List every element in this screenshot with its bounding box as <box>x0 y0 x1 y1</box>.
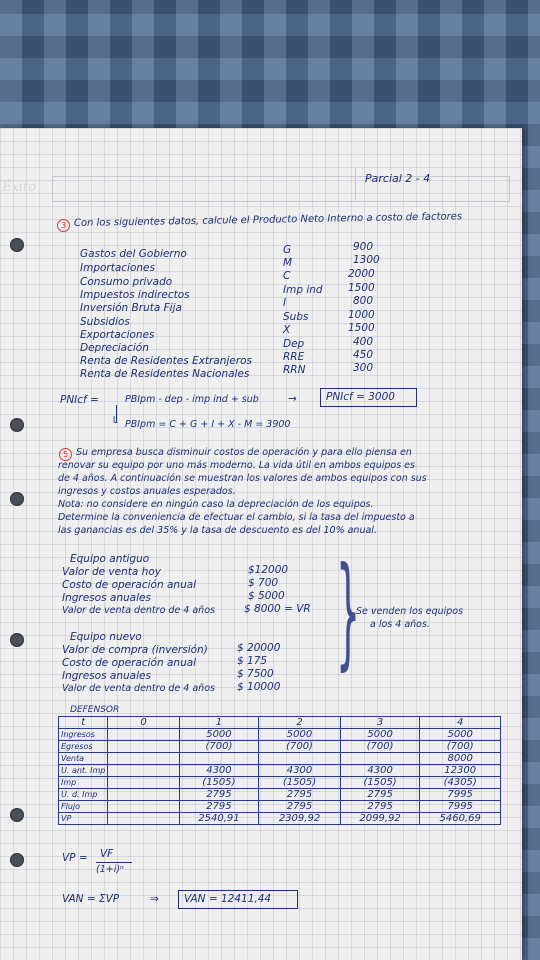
header-divider <box>355 168 356 200</box>
item-value: 1000 <box>348 309 375 321</box>
header-cell: 1 <box>179 717 259 729</box>
table-cell: 5000 <box>340 729 420 741</box>
table-cell: (700) <box>259 741 341 753</box>
table-caption: DEFENSOR <box>70 705 120 715</box>
new-label: Ingresos anuales <box>62 670 151 682</box>
item-label: Renta de Residentes Extranjeros <box>80 355 253 367</box>
header-cell: 4 <box>420 717 501 729</box>
item-label: Gastos del Gobierno <box>80 248 187 260</box>
table-cell: (700) <box>340 741 420 753</box>
item-value: 900 <box>353 241 374 253</box>
binder-hole <box>10 492 24 506</box>
table-cell: 7995 <box>420 801 501 813</box>
problem-statement: Con los siguientes datos, calcule el Producto Neto Interno a costo de factores <box>73 211 463 229</box>
result-value: PNIcf = 3000 <box>326 391 395 403</box>
new-value: $ 20000 <box>237 642 281 654</box>
table-cell: 2795 <box>259 801 341 813</box>
header-cell: 3 <box>340 717 420 729</box>
old-label: Valor de venta hoy <box>62 566 161 578</box>
text-line: Determine la conveniencia de efectuar el cambio, si la tasa del impuesto a <box>58 512 415 523</box>
text-line: de 4 años. A continuación se muestran los valores de ambos equipos con sus <box>58 473 427 484</box>
table-cell <box>108 801 179 813</box>
table-cell: 4300 <box>340 765 420 777</box>
item-code: Dep <box>283 338 305 350</box>
table-row <box>59 765 501 777</box>
table-cell <box>259 753 341 765</box>
item-code: I <box>283 297 287 309</box>
formula-pbi: PBIpm = C + G + I + X - M = 3900 <box>125 419 291 430</box>
table-row <box>59 729 501 741</box>
table-cell: (700) <box>179 741 259 753</box>
binder-hole <box>10 238 24 252</box>
old-label: Valor de venta dentro de 4 años <box>62 605 215 616</box>
table-cell: (1505) <box>259 777 341 789</box>
header-cell: 2 <box>259 717 341 729</box>
table-cell <box>179 753 259 765</box>
page-header-box <box>52 176 510 202</box>
table-cell: 5000 <box>179 729 259 741</box>
van-result: VAN = 12411,44 <box>184 893 272 905</box>
table-row <box>59 777 501 789</box>
item-code: X <box>283 324 291 336</box>
row-label: U. d. Imp <box>59 789 108 801</box>
item-value: 1300 <box>353 254 380 266</box>
vp-numerator: VF <box>100 848 114 860</box>
vp-label: VP = <box>62 852 88 864</box>
table-cell: 2795 <box>179 801 259 813</box>
row-label: Egresos <box>59 741 108 753</box>
item-label: Consumo privado <box>80 276 173 288</box>
bracket-corner-icon: └ <box>111 417 118 429</box>
side-note-line: Se venden los equipos <box>356 606 464 617</box>
new-value: $ 10000 <box>237 681 281 693</box>
item-code: RRN <box>283 364 306 376</box>
binder-hole <box>10 633 24 647</box>
new-label: Valor de venta dentro de 4 años <box>62 683 215 694</box>
row-label: U. ant. Imp <box>59 765 108 777</box>
table-cell: (1505) <box>179 777 259 789</box>
table-cell: (700) <box>420 741 501 753</box>
item-label: Importaciones <box>80 262 155 274</box>
item-value: 800 <box>353 295 374 307</box>
table-header-row <box>59 717 501 729</box>
item-code: RRE <box>283 351 305 363</box>
new-value: $ 175 <box>237 655 268 667</box>
text-line: ingresos y costos anuales esperados. <box>58 486 236 497</box>
item-code: M <box>283 257 293 269</box>
table-row <box>59 741 501 753</box>
text-line: Su empresa busca disminuir costos de operación y para ello piensa en <box>76 447 412 458</box>
item-value: 400 <box>353 336 374 348</box>
formula-lhs: PNIcf = <box>60 394 99 406</box>
item-value: 1500 <box>348 282 375 294</box>
table-cell: 5460,69 <box>420 813 501 825</box>
table-cell: 2795 <box>340 789 420 801</box>
vp-denominator: (1+i)ⁿ <box>96 864 124 875</box>
side-note-line: a los 4 años. <box>370 619 430 630</box>
arrow-icon: → <box>288 393 297 405</box>
new-label: Valor de compra (inversión) <box>62 644 208 656</box>
table-row <box>59 813 501 825</box>
table-cell: 5000 <box>259 729 341 741</box>
row-label: Flujo <box>59 801 108 813</box>
row-label: Venta <box>59 753 108 765</box>
table-row <box>59 753 501 765</box>
notebook-page <box>0 128 522 960</box>
binder-hole <box>10 853 24 867</box>
item-value: 2000 <box>348 268 375 280</box>
problem-number: 3 <box>57 219 70 232</box>
item-code: Subs <box>283 311 309 323</box>
item-value: 1500 <box>348 322 375 334</box>
cashflow-table <box>58 716 501 825</box>
item-label: Impuestos indirectos <box>80 289 190 301</box>
table-cell: 12300 <box>420 765 501 777</box>
item-code: C <box>283 270 291 282</box>
item-label: Inversión Bruta Fija <box>80 302 182 314</box>
page-title: Parcial 2 - 4 <box>365 172 431 185</box>
table-row <box>59 801 501 813</box>
old-value: $ 8000 = VR <box>244 603 311 615</box>
table-cell <box>108 729 179 741</box>
table-cell: (1505) <box>340 777 420 789</box>
notebook-logo: Éxito <box>2 180 37 195</box>
old-value: $ 5000 <box>248 590 285 602</box>
header-cell: 0 <box>108 717 179 729</box>
table-cell: 2795 <box>340 801 420 813</box>
problem-number: 5 <box>59 448 72 461</box>
table-row <box>59 789 501 801</box>
item-label: Subsidios <box>80 316 130 328</box>
implies-arrow-icon: ⇒ <box>150 893 159 905</box>
formula-rhs: PBIpm - dep - imp ind + sub <box>125 394 259 405</box>
new-value: $ 7500 <box>237 668 274 680</box>
item-label: Exportaciones <box>80 329 155 341</box>
text-line: renovar su equipo por uno más moderno. La vida útil en ambos equipos es <box>58 460 415 471</box>
table-cell: 2099,92 <box>340 813 420 825</box>
old-equipment-title: Equipo antiguo <box>70 553 150 565</box>
table-cell: 2540,91 <box>179 813 259 825</box>
table-cell <box>108 813 179 825</box>
text-line: las ganancias es del 35% y la tasa de descuento es del 10% anual. <box>58 525 377 536</box>
table-cell <box>340 753 420 765</box>
old-value: $ 700 <box>248 577 279 589</box>
item-value: 300 <box>353 362 374 374</box>
text-line: Nota: no considere en ningún caso la depreciación de los equipos. <box>58 499 374 510</box>
old-label: Costo de operación anual <box>62 579 197 591</box>
table-cell: 2309,92 <box>259 813 341 825</box>
table-cell: 8000 <box>420 753 501 765</box>
item-label: Depreciación <box>80 342 149 354</box>
table-cell: 5000 <box>420 729 501 741</box>
item-label: Renta de Residentes Nacionales <box>80 368 250 380</box>
van-expression: VAN = ΣVP <box>62 893 120 905</box>
brace-icon: } <box>336 541 361 683</box>
new-label: Costo de operación anual <box>62 657 197 669</box>
binder-hole <box>10 808 24 822</box>
binder-hole <box>10 418 24 432</box>
old-label: Ingresos anuales <box>62 592 151 604</box>
fraction-bar <box>96 862 132 863</box>
item-code: G <box>283 244 292 256</box>
header-cell: t <box>59 717 108 729</box>
table-cell <box>108 777 179 789</box>
item-code: Imp ind <box>283 284 323 296</box>
old-value: $12000 <box>248 564 289 576</box>
row-label: VP <box>59 813 108 825</box>
table-cell <box>108 753 179 765</box>
table-cell <box>108 741 179 753</box>
table-cell: 4300 <box>179 765 259 777</box>
new-equipment-title: Equipo nuevo <box>70 631 142 643</box>
row-label: Imp <box>59 777 108 789</box>
row-label: Ingresos <box>59 729 108 741</box>
table-cell: 2795 <box>179 789 259 801</box>
table-cell: 2795 <box>259 789 341 801</box>
table-cell: 4300 <box>259 765 341 777</box>
table-cell: 7995 <box>420 789 501 801</box>
item-value: 450 <box>353 349 374 361</box>
table-cell: (4305) <box>420 777 501 789</box>
table-cell <box>108 789 179 801</box>
table-cell <box>108 765 179 777</box>
